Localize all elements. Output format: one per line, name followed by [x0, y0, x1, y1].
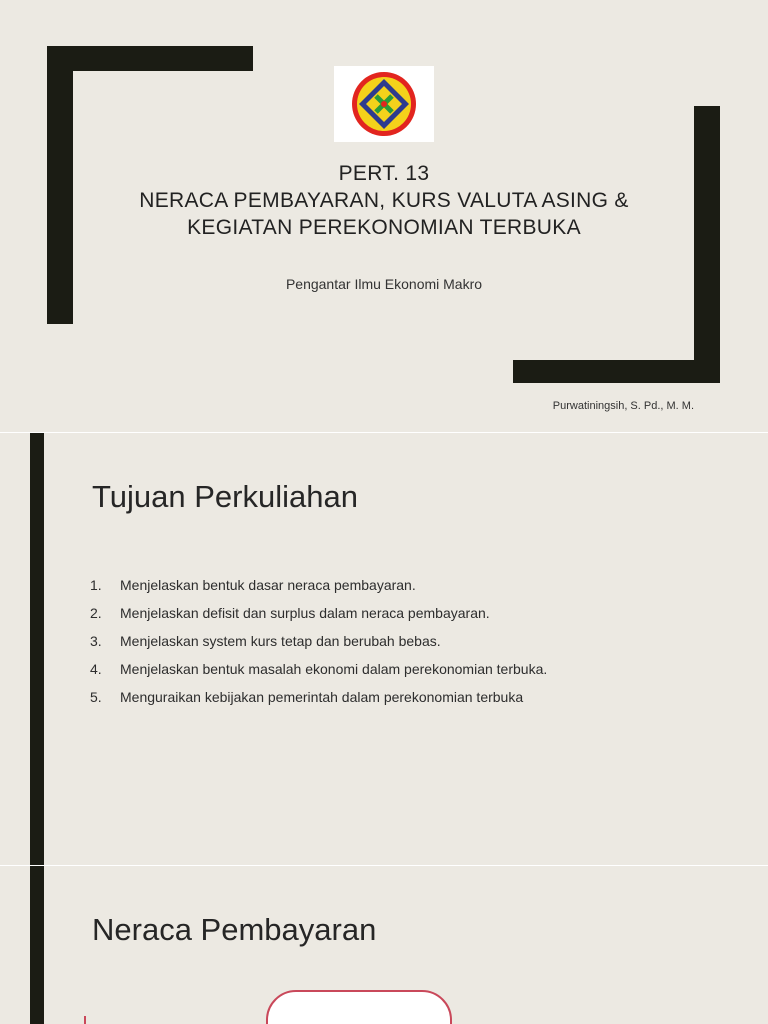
item-number: 3.	[90, 633, 102, 649]
objectives-slide	[0, 433, 768, 865]
frame-top-left-vertical	[47, 46, 73, 324]
frame-bottom-right-vertical	[694, 106, 720, 383]
list-item	[90, 659, 710, 679]
item-text: Menjelaskan defisit dan surplus dalam neraca pembayaran.	[120, 605, 490, 621]
item-number: 1.	[90, 577, 102, 593]
slide-subtitle: Pengantar Ilmu Ekonomi Makro	[285, 276, 483, 292]
item-number: 5.	[90, 689, 102, 705]
objectives-list	[90, 575, 710, 715]
left-accent-bar	[30, 433, 44, 865]
frame-top-left-horizontal	[47, 46, 253, 71]
slide-title-line-2: NERACA PEMBAYARAN, KURS VALUTA ASING &	[139, 189, 629, 212]
list-item	[90, 687, 710, 707]
list-item	[90, 631, 710, 651]
author-name: Purwatiningsih, S. Pd., M. M.	[552, 400, 694, 412]
item-text: Menjelaskan bentuk masalah ekonomi dalam perekonomian terbuka.	[120, 661, 548, 677]
title-slide	[0, 0, 768, 432]
balance-of-payments-slide	[0, 866, 768, 1024]
slide-heading: Neraca Pembayaran	[92, 912, 377, 947]
item-text: Menguraikan kebijakan pemerintah dalam perekonomian terbuka	[120, 689, 524, 705]
diagram-connector	[84, 1016, 86, 1024]
item-text: Menjelaskan system kurs tetap dan berubah bebas.	[120, 633, 441, 649]
slide-title-line-3: KEGIATAN PEREKONOMIAN TERBUKA	[187, 216, 581, 239]
slide-heading: Tujuan Perkuliahan	[92, 479, 358, 514]
slide-title-line-1: PERT. 13	[338, 162, 430, 185]
university-seal-icon	[334, 66, 434, 142]
frame-bottom-right-horizontal	[513, 360, 720, 383]
diagram-node	[266, 990, 452, 1024]
item-text: Menjelaskan bentuk dasar neraca pembayaran.	[120, 577, 416, 593]
university-logo	[334, 66, 434, 142]
item-number: 2.	[90, 605, 102, 621]
list-item	[90, 575, 710, 595]
left-accent-bar	[30, 866, 44, 1024]
item-number: 4.	[90, 661, 102, 677]
list-item	[90, 603, 710, 623]
